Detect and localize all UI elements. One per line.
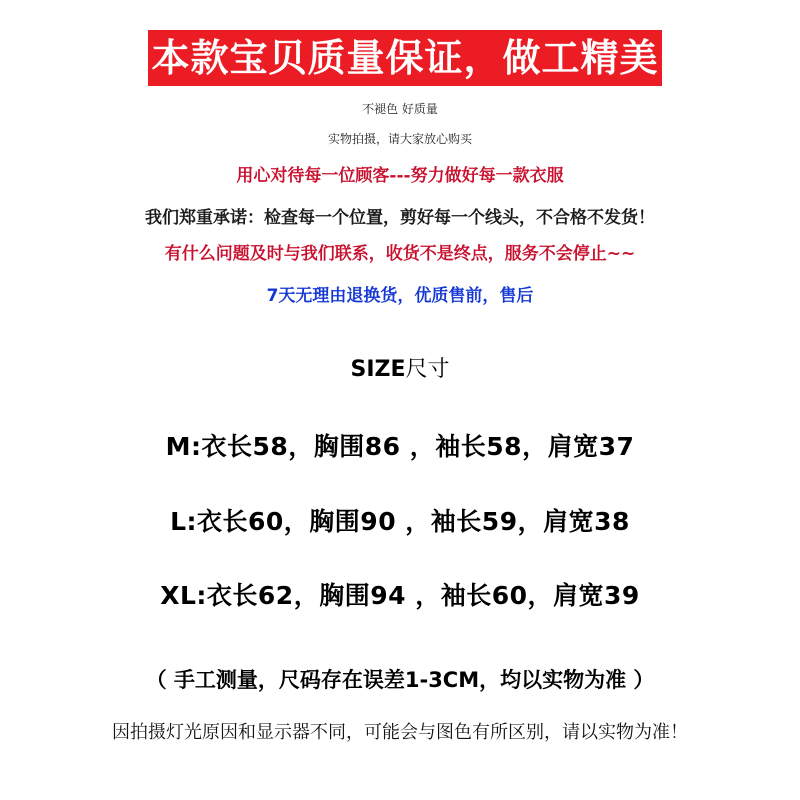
size-row-l: L:衣长60，胸围90 ，袖长59，肩宽38 [170,507,630,536]
size-row-m: M:衣长58，胸围86 ，袖长58，肩宽37 [165,432,635,461]
no-fade-line: 不褪色 好质量 [362,102,438,116]
color-disclaimer: 因拍摄灯光原因和显示器不同，可能会与图色有所区别，请以实物为准！ [112,722,688,743]
measurement-note: （ 手工测量，尺码存在误差1-3CM，均以实物为准 ） [145,668,655,692]
size-heading-cn: 尺寸 [405,357,450,382]
slogan-promise: 我们郑重承诺：检查每一个位置，剪好每一个线头，不合格不发货！ [145,208,655,228]
size-row-xl: XL:衣长62，胸围94 ，袖长60，肩宽39 [160,581,640,610]
slogan-return-policy: 7天无理由退换货，优质售前，售后 [266,286,534,306]
size-heading-en: SIZE [350,357,406,382]
quality-banner: 本款宝贝质量保证，做工精美 [148,30,662,86]
slogan-service: 有什么问题及时与我们联系，收货不是终点，服务不会停止~~ [164,244,636,264]
slogan-customer-care: 用心对待每一位顾客---努力做好每一款衣服 [236,166,564,186]
size-heading [0,352,800,383]
real-photo-line: 实物拍摄，请大家放心购买 [327,132,472,146]
